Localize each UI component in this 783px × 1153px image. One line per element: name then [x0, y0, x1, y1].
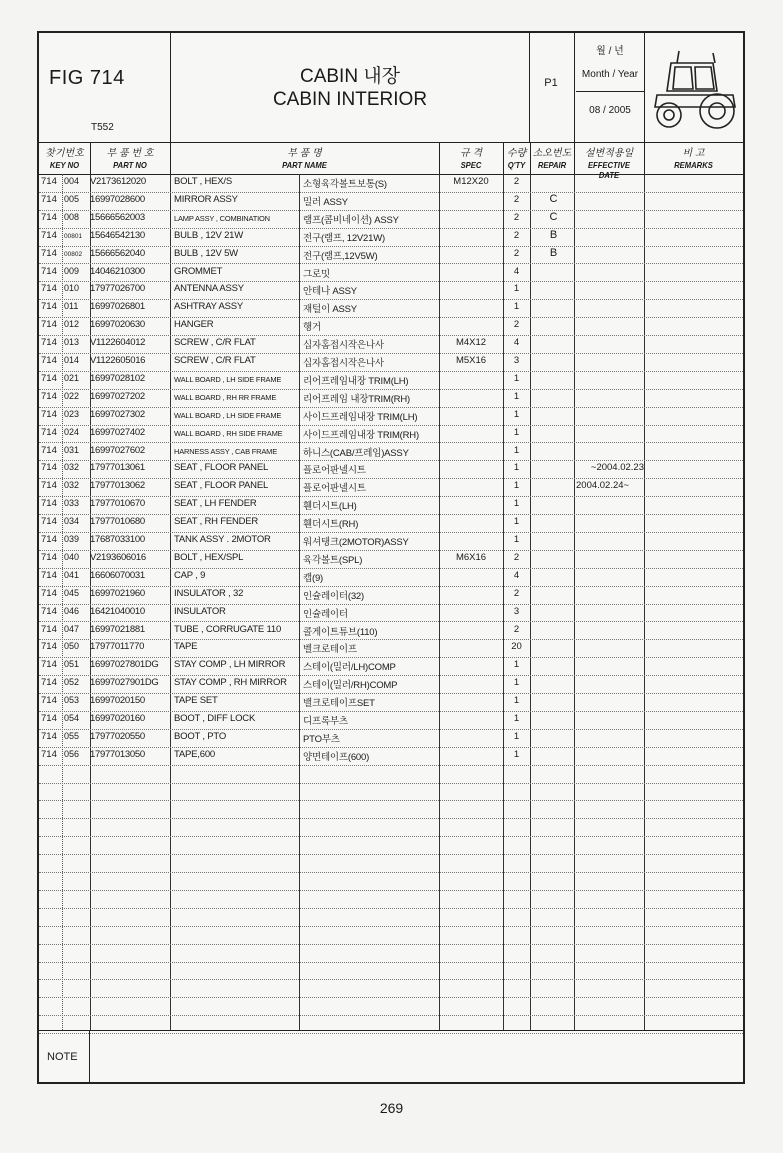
effective-date: 2004.02.24~	[576, 480, 630, 492]
quantity: 20	[511, 641, 522, 653]
part-no: 15646542130	[90, 229, 145, 241]
part-no: 16606070031	[90, 569, 145, 581]
quantity: 2	[513, 319, 520, 331]
quantity: 1	[513, 372, 520, 384]
part-no: 17977010680	[90, 516, 145, 528]
part-no: 16997027402	[90, 426, 145, 438]
key-no: 00802	[64, 250, 83, 258]
table-row	[39, 997, 743, 1016]
part-no: 16997027302	[90, 408, 145, 420]
key-no: 054	[64, 713, 80, 723]
part-no: 15666562003	[90, 211, 145, 223]
part-name-english: SEAT , FLOOR PANEL	[174, 480, 269, 492]
table-row	[39, 622, 743, 641]
part-no: 17977013050	[90, 748, 145, 760]
quantity: 4	[513, 569, 520, 581]
key-no: 010	[64, 283, 80, 294]
col-spec: SPEC	[460, 160, 482, 170]
key-no: 034	[64, 516, 80, 527]
table-row	[39, 210, 743, 229]
effective-date: ~2004.02.23	[590, 462, 644, 474]
part-name-korean: 스테이(밀러/RH)COMP	[303, 680, 398, 692]
repair-code: B	[549, 246, 558, 259]
part-no: 16997027602	[90, 444, 145, 456]
key-no: 009	[64, 265, 80, 276]
quantity: 1	[513, 408, 520, 420]
key-no: 056	[64, 748, 80, 759]
key-no: 012	[64, 319, 80, 330]
fig-no: 714	[41, 211, 57, 223]
col-name: PART NAME	[282, 160, 327, 170]
part-no: 16421040010	[90, 605, 145, 617]
table-row	[39, 944, 743, 963]
part-name-english: INSULATOR	[174, 605, 226, 617]
part-no: V2173612020	[90, 176, 146, 187]
part-name-korean: 인슐레이터(32)	[303, 590, 364, 602]
part-name-korean: 워셔탱크(2MOTOR)ASSY	[303, 537, 409, 548]
table-row	[39, 264, 743, 283]
fig-no: 714	[41, 623, 57, 635]
part-name-english: WALL BOARD , RH SIDE FRAME	[174, 428, 283, 438]
part-name-english: STAY COMP , LH MIRROR	[174, 659, 286, 671]
part-no: 16997020630	[90, 319, 145, 331]
quantity: 2	[513, 193, 520, 205]
sheet-header	[39, 33, 743, 143]
part-name-english: ANTENNA ASSY	[174, 283, 244, 295]
part-name-english: MIRROR ASSY	[174, 193, 238, 205]
table-row	[39, 604, 743, 623]
table-row	[39, 926, 743, 945]
quantity: 2	[513, 623, 520, 635]
key-no: 005	[64, 193, 80, 204]
part-name-english: SCREW , C/R FLAT	[174, 355, 256, 366]
part-name-korean: 플로어판넬시트	[303, 483, 366, 495]
table-row	[39, 962, 743, 981]
fig-no: 714	[41, 176, 57, 187]
key-no: 051	[64, 659, 80, 670]
key-no: 022	[64, 390, 80, 401]
table-row	[39, 980, 743, 999]
part-no: 16997028600	[90, 193, 145, 205]
key-no: 050	[64, 641, 80, 652]
page-code: P1	[544, 77, 558, 89]
fig-no: 714	[41, 462, 57, 474]
spec: M6X16	[455, 551, 487, 563]
table-row	[39, 908, 743, 927]
part-name-korean: 재털이 ASSY	[303, 304, 357, 316]
part-name-english: INSULATOR , 32	[174, 587, 244, 599]
quantity: 1	[513, 659, 520, 671]
key-no: 045	[64, 587, 80, 598]
part-name-korean: 소형육각볼트보통(S)	[303, 179, 387, 190]
quantity: 1	[513, 498, 520, 510]
fig-no: 714	[41, 730, 57, 742]
quantity: 1	[513, 426, 520, 438]
part-name-english: BOOT , DIFF LOCK	[174, 713, 256, 724]
table-row	[39, 818, 743, 837]
part-name-korean: 인슐레이터	[303, 608, 348, 620]
table-row	[39, 281, 743, 300]
table-row	[39, 174, 743, 193]
part-name-korean: 사이드프레임내장 TRIM(RH)	[303, 429, 419, 441]
part-name-korean: 디프록부츠	[303, 716, 348, 727]
part-name-korean: 안테나 ASSY	[303, 286, 357, 298]
part-name-english: ASHTRAY ASSY	[174, 301, 244, 313]
table-row	[39, 890, 743, 909]
quantity: 1	[513, 677, 520, 689]
part-name-korean: 캡(9)	[303, 572, 323, 584]
quantity: 3	[513, 605, 520, 617]
table-row	[39, 532, 743, 551]
table-row	[39, 299, 743, 318]
key-no: 052	[64, 677, 80, 688]
part-name-korean: 플로어판넬시트	[303, 465, 366, 477]
part-name-english: SEAT , FLOOR PANEL	[174, 462, 269, 474]
fig-no: 714	[41, 551, 57, 563]
part-name-english: HANGER	[174, 319, 214, 331]
part-no: 16997028102	[90, 372, 145, 384]
part-name-korean: 십자홈접시작은나사	[303, 358, 384, 369]
figure-number: FIG 714	[49, 67, 125, 89]
part-no: 16997020150	[90, 695, 145, 707]
key-no: 033	[64, 498, 80, 509]
part-name-korean: 램프(콤비네이션) ASSY	[303, 214, 399, 226]
table-row	[39, 586, 743, 605]
key-no: 032	[64, 480, 80, 491]
fig-no: 714	[41, 605, 57, 617]
part-name-english: BULB , 12V 5W	[174, 247, 238, 259]
part-name-korean: 벨크로테이프	[303, 644, 357, 656]
parts-sheet	[37, 31, 745, 1084]
spec: M4X12	[455, 337, 487, 349]
part-name-korean: 스테이(밀러/LH)COMP	[303, 662, 396, 674]
spec: M12X20	[453, 176, 489, 187]
part-name-english: TAPE SET	[174, 695, 218, 707]
part-name-english: SEAT , LH FENDER	[174, 498, 257, 510]
key-no: 053	[64, 695, 80, 706]
key-no: 004	[64, 176, 80, 186]
table-row	[39, 872, 743, 891]
table-row	[39, 192, 743, 211]
part-name-english: WALL BOARD , LH SIDE FRAME	[174, 374, 282, 384]
fig-no: 714	[41, 677, 57, 689]
part-no: V1122604012	[90, 337, 146, 349]
part-no: 16997021960	[90, 587, 145, 599]
part-name-korean: 양면테이프(600)	[303, 751, 370, 763]
fig-no: 714	[41, 498, 57, 510]
part-name-english: BULB , 12V 21W	[174, 229, 244, 241]
part-name-korean: 하니스(CAB/프레임)ASSY	[303, 447, 409, 459]
quantity: 1	[513, 480, 520, 492]
column-headers	[39, 142, 743, 180]
part-name-korean: 밸크로테이프SET	[303, 698, 375, 710]
fig-no: 714	[41, 444, 57, 456]
col-key: KEY NO	[49, 160, 80, 170]
col-qty-ko: 수량	[506, 148, 527, 159]
table-row	[39, 317, 743, 336]
part-name-english: GROMMET	[174, 265, 223, 277]
part-name-korean: 육각볼트(SPL)	[303, 554, 363, 566]
quantity: 2	[513, 211, 520, 223]
key-no: 031	[64, 444, 80, 455]
part-no: 17977010670	[90, 498, 145, 510]
fig-no: 714	[41, 713, 57, 724]
part-name-english: TUBE , CORRUGATE 110	[174, 623, 282, 635]
key-no: 032	[64, 462, 80, 473]
col-remarks-ko: 비 고	[682, 148, 705, 159]
fig-no: 714	[41, 748, 57, 760]
part-no: 16997027202	[90, 390, 145, 402]
repair-code: B	[549, 228, 558, 241]
quantity: 3	[513, 355, 520, 366]
quantity: 1	[513, 462, 520, 474]
fig-no: 714	[41, 337, 57, 349]
key-no: 008	[64, 211, 80, 222]
part-no: 17977013061	[90, 462, 145, 474]
key-no: 040	[64, 551, 80, 562]
part-no: 17687033100	[90, 534, 145, 545]
fig-no: 714	[41, 229, 57, 241]
table-row	[39, 460, 743, 479]
tractor-icon	[651, 41, 739, 131]
quantity: 1	[513, 516, 520, 528]
quantity: 2	[513, 247, 520, 259]
repair-code: C	[549, 192, 558, 205]
part-name-english: BOLT , HEX/S	[174, 176, 232, 187]
part-name-english: BOLT , HEX/SPL	[174, 551, 244, 563]
part-name-korean: 행거	[303, 322, 321, 334]
key-no: 013	[64, 337, 80, 348]
quantity: 2	[513, 551, 520, 563]
quantity: 2	[513, 587, 520, 599]
model-code: T552	[91, 122, 114, 133]
table-row	[39, 335, 743, 354]
part-name-korean: 사이드프레임내장 TRIM(LH)	[303, 411, 418, 423]
part-name-korean: 전구(램프, 12V21W)	[303, 232, 385, 244]
part-name-korean: 십자홈접시작은나사	[303, 340, 384, 352]
quantity: 1	[513, 301, 520, 313]
part-no: 17977013062	[90, 480, 145, 492]
col-eff: EFFECTIVE DATE	[587, 160, 631, 180]
quantity: 2	[513, 176, 520, 187]
part-name-korean: 전구(램프,12V5W)	[303, 250, 378, 262]
table-row	[39, 801, 743, 820]
note-label: NOTE	[47, 1051, 78, 1063]
fig-no: 714	[41, 408, 57, 420]
part-name-korean: 콜게이트튜브(110)	[303, 626, 378, 638]
fig-no: 714	[41, 247, 57, 259]
month-year-label: Month / Year	[581, 69, 639, 80]
key-no: 055	[64, 730, 80, 741]
table-row	[39, 228, 743, 247]
key-no: 023	[64, 408, 80, 419]
key-no: 014	[64, 355, 80, 365]
table-row	[39, 854, 743, 873]
fig-no: 714	[41, 480, 57, 492]
part-name-english: TAPE	[174, 641, 198, 653]
month-year-label-korean: 월 / 년	[596, 46, 624, 57]
table-row	[39, 747, 743, 766]
col-remarks: REMARKS	[674, 160, 713, 170]
table-row	[39, 783, 743, 802]
page-number: 269	[379, 1100, 404, 1116]
table-row	[39, 371, 743, 390]
fig-no: 714	[41, 641, 57, 653]
fig-no: 714	[41, 390, 57, 402]
table-row	[39, 568, 743, 587]
part-name-english: WALL BOARD , RH RR FRAME	[174, 392, 277, 402]
table-row	[39, 407, 743, 426]
part-name-english: HARNESS ASSY , CAB FRAME	[174, 446, 278, 456]
fig-no: 714	[41, 301, 57, 313]
fig-no: 714	[41, 569, 57, 581]
fig-no: 714	[41, 426, 57, 438]
table-row	[39, 443, 743, 462]
fig-no: 714	[41, 283, 57, 295]
key-no: 011	[64, 301, 79, 312]
part-no: 14046210300	[90, 265, 145, 277]
repair-code: C	[549, 210, 558, 223]
table-row	[39, 765, 743, 784]
fig-no: 714	[41, 695, 57, 707]
part-name-english: SEAT , RH FENDER	[174, 516, 259, 528]
table-row	[39, 550, 743, 569]
note-box	[39, 1030, 743, 1083]
table-row	[39, 353, 743, 372]
spec: M5X16	[455, 355, 487, 366]
col-part: PART NO	[113, 160, 147, 170]
part-name-english: CAP , 9	[174, 569, 206, 581]
fig-no: 714	[41, 372, 57, 384]
part-no: 16997021881	[90, 623, 145, 635]
part-name-korean: 밀러 ASSY	[303, 196, 348, 208]
table-row	[39, 496, 743, 515]
key-no: 021	[64, 372, 80, 383]
quantity: 4	[513, 265, 520, 277]
part-no: 17977026700	[90, 283, 145, 295]
issue-date: 08 / 2005	[589, 105, 631, 116]
fig-no: 714	[41, 265, 57, 277]
part-name-korean: 리어프레임 내장TRIM(RH)	[303, 393, 410, 405]
part-no: 15666562040	[90, 247, 145, 259]
col-spec-ko: 규 격	[459, 148, 483, 159]
table-row	[39, 675, 743, 694]
col-repair: REPAIR	[537, 160, 567, 170]
part-name-english: TANK ASSY . 2MOTOR	[174, 534, 271, 545]
part-no: 16997027901DG	[90, 677, 159, 689]
col-qty: Q'TY	[507, 160, 526, 170]
part-name-korean: 그로밋	[303, 268, 330, 280]
key-no: 00801	[64, 232, 83, 240]
quantity: 1	[513, 730, 520, 742]
quantity: 1	[513, 713, 520, 724]
part-no: V1122605016	[90, 355, 146, 366]
key-no: 041	[64, 569, 80, 580]
part-no: 16997026801	[90, 301, 145, 313]
col-part-ko: 부 품 번 호	[106, 148, 154, 159]
quantity: 4	[513, 337, 520, 349]
part-name-english: BOOT , PTO	[174, 730, 227, 742]
part-no: 16997020160	[90, 713, 145, 724]
col-name-ko: 부 품 명	[287, 148, 322, 159]
table-row	[39, 729, 743, 748]
quantity: 1	[513, 748, 520, 760]
part-no: 16997027801DG	[90, 659, 159, 671]
col-key-ko: 찾기번호	[45, 148, 84, 159]
fig-no: 714	[41, 659, 57, 671]
fig-no: 714	[41, 516, 57, 528]
key-no: 039	[64, 534, 80, 544]
table-row	[39, 836, 743, 855]
part-name-english: TAPE,600	[174, 748, 215, 760]
part-name-english: WALL BOARD , LH SIDE FRAME	[174, 410, 282, 420]
table-row	[39, 389, 743, 408]
part-no: V2193606016	[90, 551, 146, 563]
col-eff-ko: 설변적용일	[584, 148, 634, 159]
table-row	[39, 711, 743, 730]
table-row	[39, 478, 743, 497]
quantity: 1	[513, 444, 520, 456]
quantity: 1	[513, 390, 520, 402]
section-title-english: CABIN INTERIOR	[272, 89, 428, 110]
part-name-korean: 휀더시트(RH)	[303, 519, 359, 531]
part-no: 17977011770	[90, 641, 145, 653]
table-row	[39, 514, 743, 533]
part-name-korean: 리어프레임내장 TRIM(LH)	[303, 375, 409, 387]
fig-no: 714	[41, 193, 57, 205]
part-name-korean: PTO부츠	[303, 733, 340, 745]
part-name-korean: 휀더시트(LH)	[303, 501, 357, 513]
quantity: 1	[513, 695, 520, 707]
key-no: 047	[64, 623, 80, 634]
fig-no: 714	[41, 587, 57, 599]
part-name-english: STAY COMP , RH MIRROR	[174, 677, 287, 689]
key-no: 046	[64, 605, 80, 616]
parts-table	[39, 174, 743, 1030]
table-row	[39, 693, 743, 712]
table-row	[39, 657, 743, 676]
quantity: 2	[513, 229, 520, 241]
col-repair-ko: 소오번도	[532, 148, 572, 159]
section-title-korean: CABIN 내장	[299, 66, 401, 87]
fig-no: 714	[41, 355, 57, 366]
table-row	[39, 639, 743, 658]
table-row	[39, 246, 743, 265]
fig-no: 714	[41, 319, 57, 331]
part-name-english: LAMP ASSY , COMBINATION	[174, 213, 270, 223]
table-row	[39, 425, 743, 444]
part-name-english: SCREW , C/R FLAT	[174, 337, 256, 349]
fig-no: 714	[41, 534, 57, 545]
quantity: 1	[513, 534, 520, 545]
part-no: 17977020550	[90, 730, 145, 742]
key-no: 024	[64, 426, 80, 437]
quantity: 1	[513, 283, 520, 295]
